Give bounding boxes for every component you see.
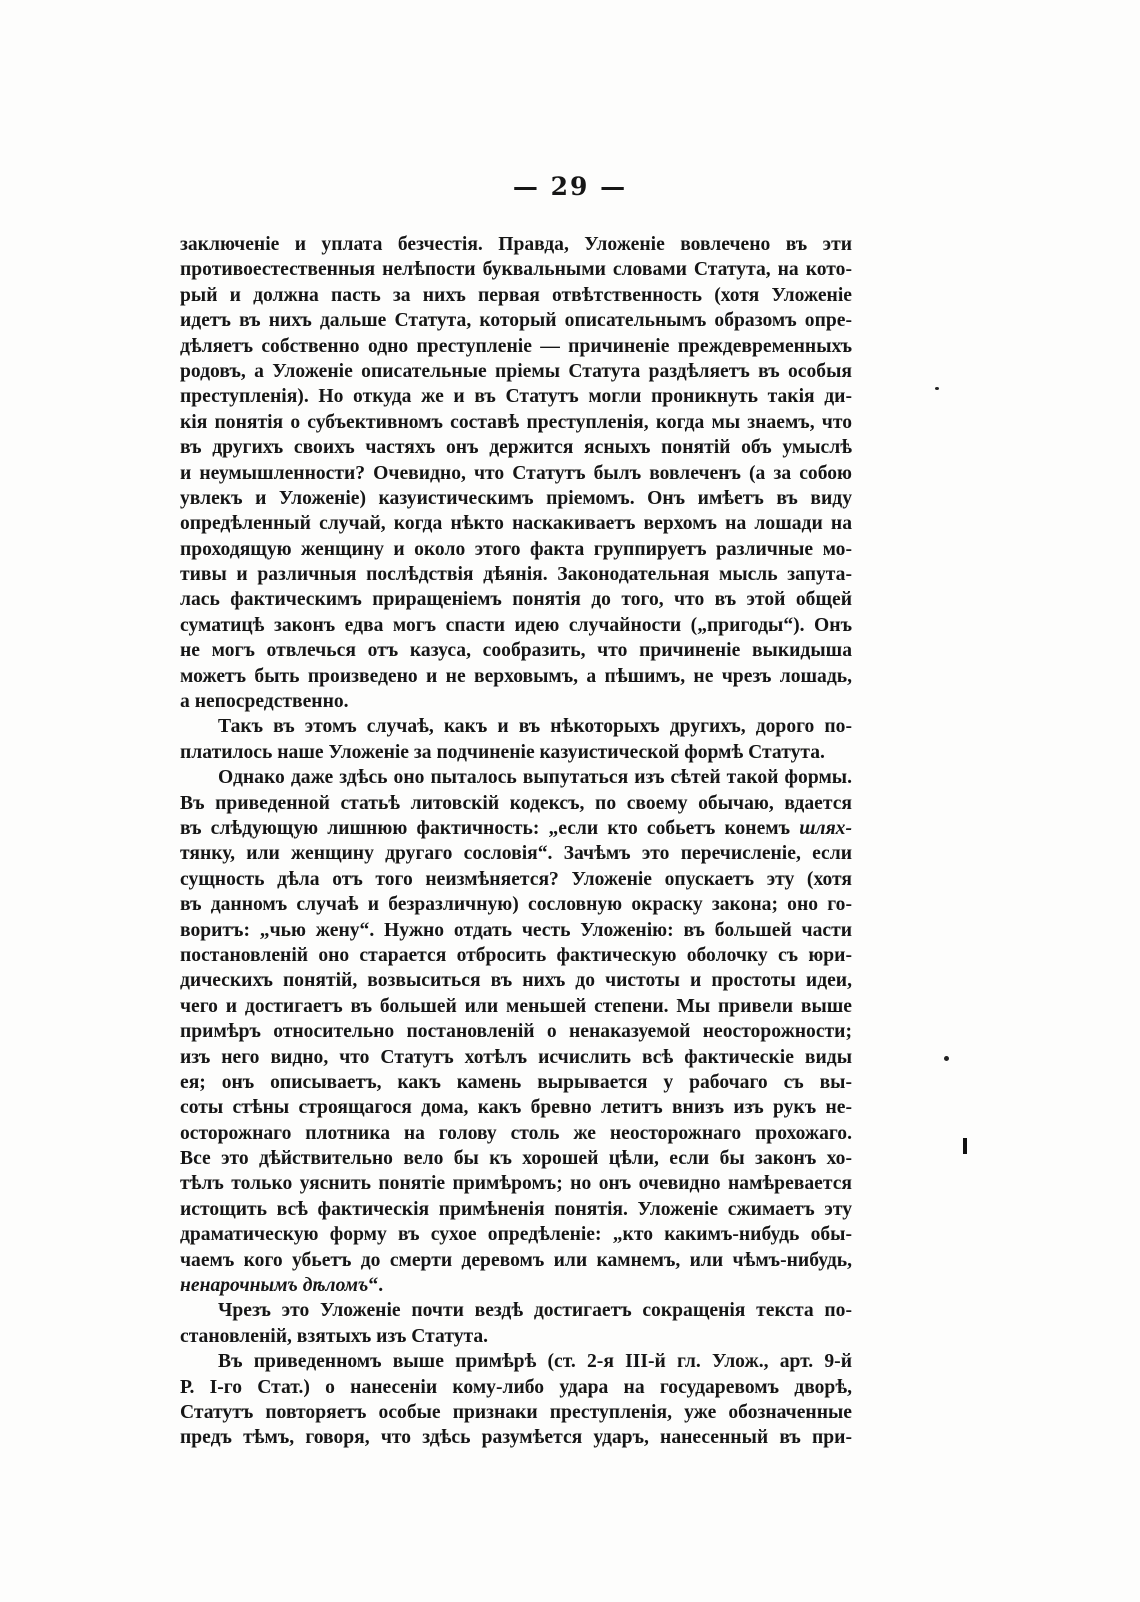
text-line: родовъ, а Уложеніе описательные пріемы Статута раздѣляетъ въ особыя [180, 360, 852, 382]
body-text [180, 232, 852, 1451]
text-line [180, 816, 852, 841]
text-line: Статутъ повторяетъ особые признаки преступленія, уже обозначенные [180, 1401, 852, 1423]
text-line: драматическую форму въ сухое опредѣленіе: „кто какимъ-нибудь обы- [180, 1224, 852, 1246]
text-line: изъ него видно, что Статутъ хотѣлъ исчислить всѣ фактическіе виды [180, 1046, 852, 1068]
text-line: тивы и различныя послѣдствія дѣянія. Законодательная мысль запута- [180, 564, 852, 586]
italic-word: шлях- [799, 817, 852, 839]
text-line: воритъ: „чью жену“. Нужно отдать честь Уложенію: въ большей части [180, 919, 852, 941]
text-line: Все это дѣйствительно вело бы къ хорошей цѣли, если бы законъ хо- [180, 1148, 852, 1170]
text-line: осторожнаго плотника на голову столь же неосторожнаго прохожаго. [180, 1122, 852, 1144]
text-line: рый и должна пасть за нихъ первая отвѣтственность (хотя Уложеніе [180, 284, 852, 306]
text-line: и неумышленности? Очевидно, что Статутъ былъ вовлеченъ (а за собою [180, 462, 852, 484]
scan-speck [944, 1056, 949, 1061]
text-line: можетъ быть произведено и не верховымъ, а пѣшимъ, не чрезъ лошадь, [180, 665, 852, 687]
text-line: истощить всѣ фактическія примѣненія понятія. Уложеніе сжимаетъ эту [180, 1198, 852, 1220]
text-line: чаемъ кого убьетъ до смерти деревомъ или камнемъ, или чѣмъ-нибудь, [180, 1249, 852, 1271]
italic-word: ненарочнымъ дѣломъ [180, 1275, 369, 1297]
text-line: противоестественныя нелѣпости буквальными словами Статута, на кото- [180, 259, 852, 281]
text-line: постановленій оно старается отбросить фактическую оболочку съ юри- [180, 944, 852, 966]
text-line: проходящую женщину и около этого факта группируетъ различные мо- [180, 538, 852, 560]
text-line: Р. I-го Стат.) о нанесеніи кому-либо удара на государевомъ дворѣ, [180, 1376, 852, 1398]
text-line: ея; онъ описываетъ, какъ камень вырывается у рабочаго съ вы- [180, 1071, 852, 1093]
text-line: примѣръ относительно постановленій о ненаказуемой неосторожности; [180, 1021, 852, 1043]
text-line: не могъ отвлечься отъ казуса, сообразить, что причиненіе выкидыша [180, 640, 852, 662]
text-line: дическихъ понятій, возвыситься въ нихъ до чистоты и простоты идеи, [180, 970, 852, 992]
text-line: лась фактическимъ приращеніемъ понятія до того, что въ этой общей [180, 589, 852, 611]
text-line: опредѣленный случай, когда нѣкто наскакиваетъ верхомъ на лошади на [180, 513, 852, 535]
text-line: въ другихъ своихъ частяхъ онъ держится ясныхъ понятій объ умыслѣ [180, 437, 852, 459]
text-line: кія понятія о субъективномъ составѣ преступленія, когда мы знаемъ, что [180, 411, 852, 433]
text-line: Въ приведенной статьѣ литовскій кодексъ, по своему обычаю, вдается [180, 792, 852, 814]
text-line: суматицѣ законъ едва могъ спасти идею случайности („пригоды“). Онъ [180, 614, 852, 636]
text-line: тѣлъ только уяснить понятіе примѣромъ; но онъ очевидно намѣревается [180, 1173, 852, 1195]
text-line: дѣляетъ собственно одно преступленіе — причиненіе преждевременныхъ [180, 335, 852, 357]
text-segment: тянку, или женщину другаго сословія“. Зачѣмъ это перечисленіе, если [180, 843, 852, 865]
text-line: соты стѣны строящагося дома, какъ бревно летитъ внизъ изъ рукъ не- [180, 1097, 852, 1119]
text-line: идетъ въ нихъ дальше Статута, который описательнымъ образомъ опре- [180, 310, 852, 332]
text-line: становленій, взятыхъ изъ Статута. [180, 1325, 489, 1347]
text-line [180, 1273, 852, 1298]
text-line: увлекъ и Уложеніе) казуистическимъ пріемомъ. Онъ имѣетъ въ виду [180, 487, 852, 509]
text-line: Чрезъ это Уложеніе почти вездѣ достигаетъ сокращенія текста по- [218, 1300, 852, 1322]
text-line: Въ приведенномъ выше примѣрѣ (ст. 2-я III-й гл. Улож., арт. 9-й [218, 1351, 852, 1373]
text-line: Однако даже здѣсь оно пыталось выпутаться изъ сѣтей такой формы. [218, 767, 852, 789]
text-line: Такъ въ этомъ случаѣ, какъ и въ нѣкоторыхъ другихъ, дорого по- [218, 716, 852, 738]
scan-speck [935, 387, 939, 390]
text-line: сущность дѣла отъ того неизмѣняется? Уложеніе опускаетъ эту (хотя [180, 868, 852, 890]
text-line: чего и достигаетъ въ большей или меньшей степени. Мы привели выше [180, 995, 852, 1017]
text-line [180, 841, 852, 866]
text-line: предъ тѣмъ, говоря, что здѣсь разумѣется ударъ, нанесенный въ при- [180, 1427, 852, 1449]
text-line: преступленія). Но откуда же и въ Статутъ могли проникнуть такія ди- [180, 386, 852, 408]
margin-mark [963, 1138, 967, 1154]
text-segment: “. [368, 1275, 384, 1297]
text-line: платилось наше Уложеніе за подчиненіе казуистической формѣ Статута. [180, 741, 825, 763]
text-segment: въ слѣдующую лишнюю фактичность: „если кто собьетъ конемъ [180, 817, 791, 839]
text-line: заключеніе и уплата безчестія. Правда, Уложеніе вовлечено въ эти [180, 234, 852, 255]
text-line: а непосредственно. [180, 691, 349, 713]
text-line: въ данномъ случаѣ и безразличную) сословную окраску закона; оно го- [180, 894, 852, 916]
page-number: — 29 — [512, 172, 628, 201]
